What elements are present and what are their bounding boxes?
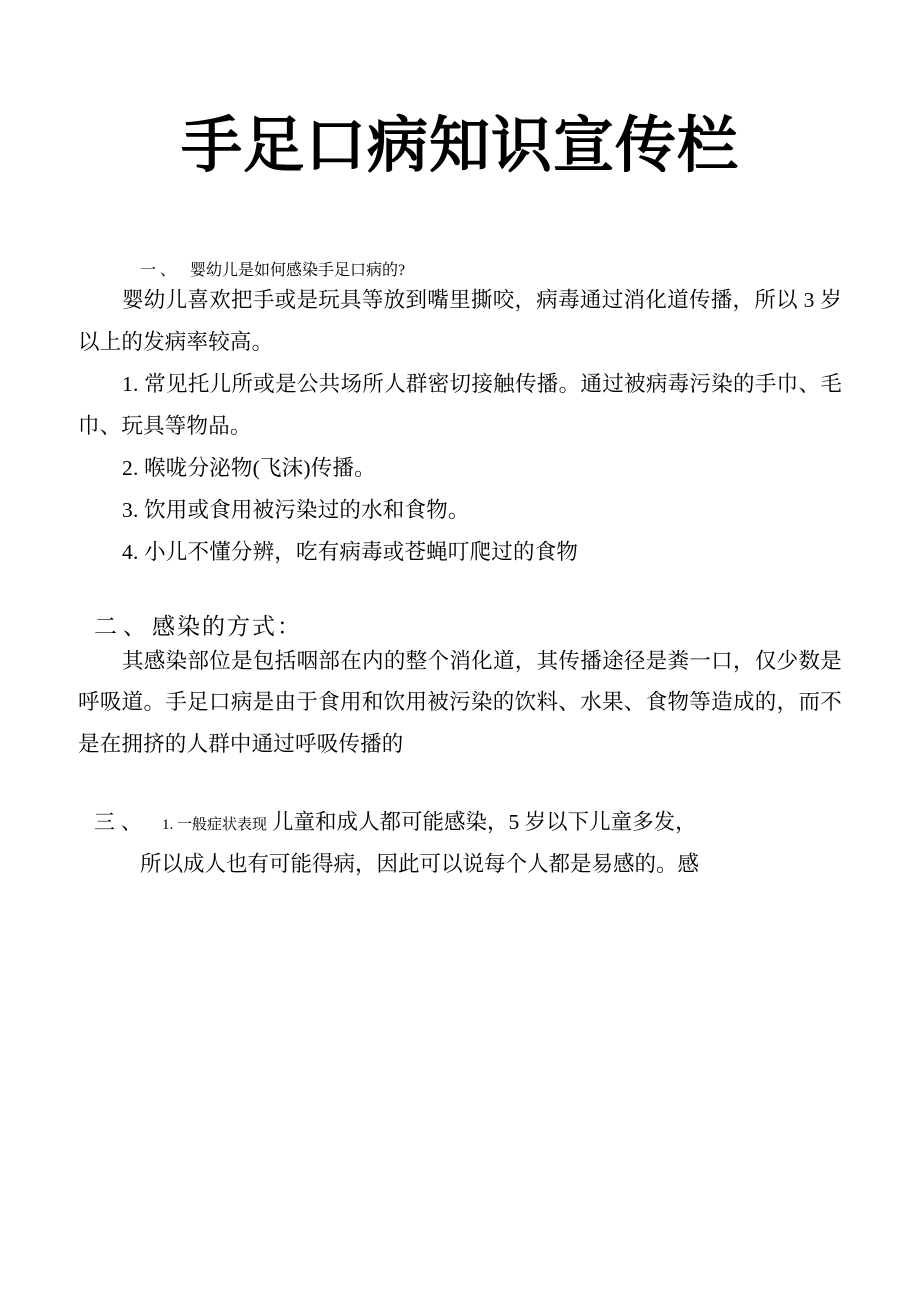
section-number-one: 一、 bbox=[140, 262, 181, 280]
paragraph-3-2: 所以成人也有可能得病，因此可以说每个人都是易感的。感 bbox=[140, 852, 700, 877]
section-three-subtitle: 1. 一般症状表现 bbox=[162, 817, 268, 834]
paragraph-1-3: 2. 喉咙分泌物(飞沫)传播。 bbox=[122, 455, 376, 480]
paragraph-2-1: 其感染部位是包括咽部在内的整个消化道，其传播途径是粪一口，仅少数是呼吸道。手足口病是由于食用和饮用被污染的饮料、水果、食物等造成的，而不是在拥挤的人群中通过呼吸传播的 bbox=[78, 648, 842, 757]
paragraph-3-2-wrap bbox=[78, 844, 842, 886]
section-title-two: 感染的方式： bbox=[152, 613, 302, 639]
section-heading-three bbox=[78, 802, 842, 844]
page-title: 手足口病知识宣传栏 bbox=[180, 110, 739, 181]
paragraph-1-2: 1. 常见托儿所或是公共场所人群密切接触传播。通过被病毒污染的手巾、毛巾、玩具等物品。 bbox=[78, 371, 842, 438]
section-number-two: 二、 bbox=[94, 613, 152, 639]
paragraph-1-4: 3. 饮用或食用被污染过的水和食物。 bbox=[122, 497, 470, 522]
section-number-three: 三、 bbox=[94, 810, 148, 835]
section-heading-two bbox=[78, 608, 842, 641]
section-heading-one bbox=[78, 257, 842, 280]
paragraph-1-1: 婴幼儿喜欢把手或是玩具等放到嘴里撕咬，病毒通过消化道传播，所以 3 岁以上的发病率较高。 bbox=[78, 288, 842, 355]
paragraph-3-1: 儿童和成人都可能感染，5 岁以下儿童多发， bbox=[272, 810, 697, 835]
section-title-one: 婴幼儿是如何感染手足口病的? bbox=[190, 262, 406, 280]
paragraph-1-5: 4. 小儿不懂分辨，吃有病毒或苍蝇叮爬过的食物 bbox=[122, 539, 579, 564]
